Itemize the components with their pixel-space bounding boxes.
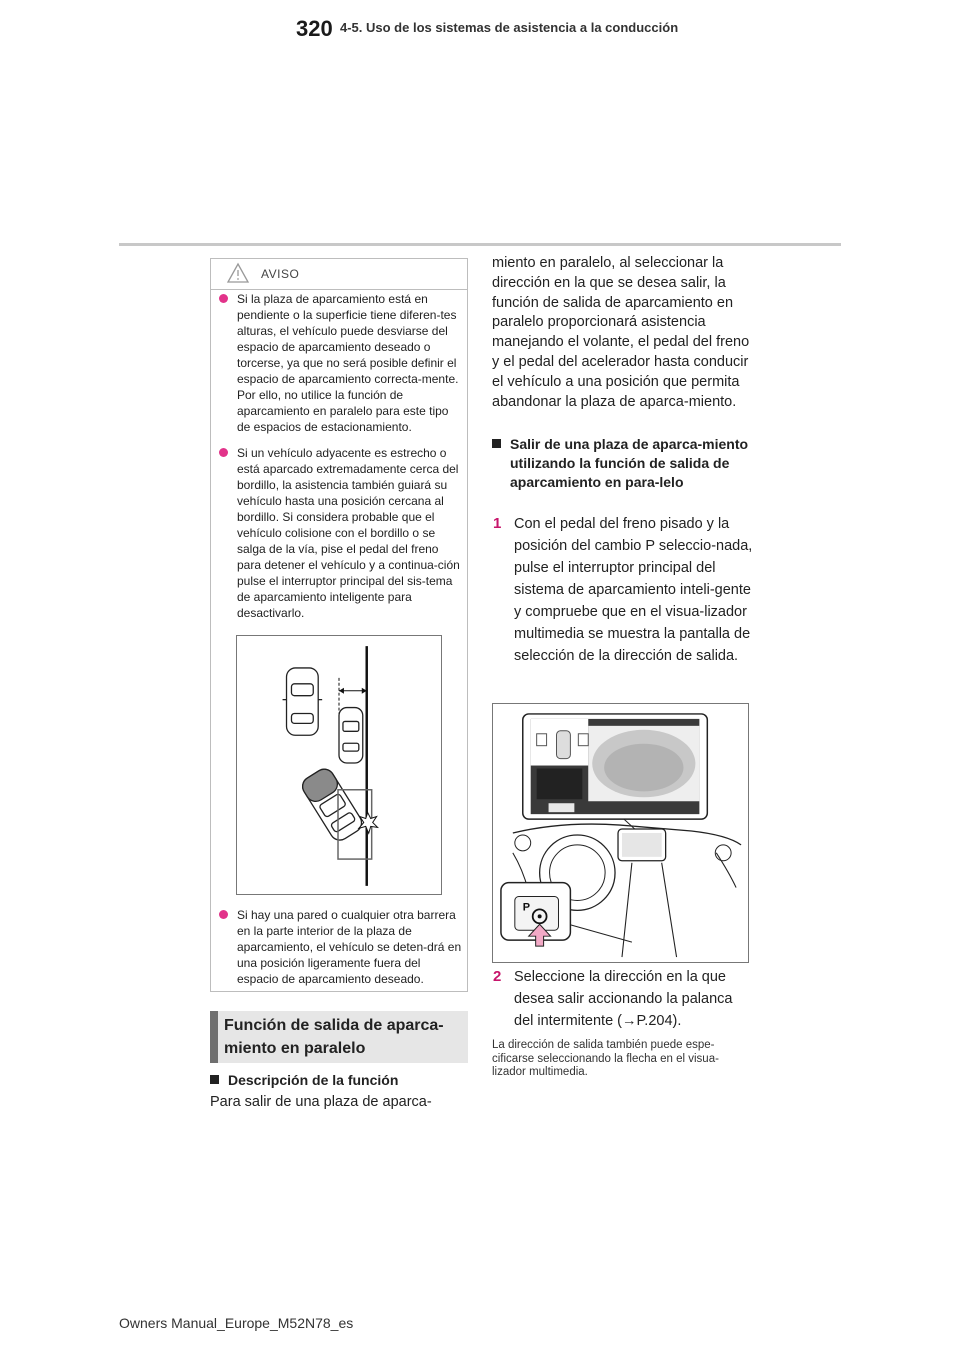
square-bullet-icon	[492, 439, 501, 448]
car-top-view	[283, 668, 323, 735]
warning-item: Si hay una pared o cualquier otra barrera en la parte interior de la plaza de aparcamiento, el vehículo se deten-drá en una posición ligeramente fuera del espacio de aparcamiento deseado.	[219, 907, 463, 987]
warning-triangle-icon	[226, 262, 250, 284]
footer-text: Owners Manual_Europe_M52N78_es	[119, 1315, 354, 1331]
bullet-icon	[219, 448, 228, 457]
switch-label: P	[522, 901, 531, 914]
warning-item: Si la plaza de aparcamiento está en pendiente o la superficie tiene diferen-tes alturas, el vehículo puede desviarse del espacio de aparcamiento deseado o torcerse, ya que no será posible definir el espacio de aparcamiento correcta-mente. Por ello, no utilice la función de aparcamiento en paralelo para este tipo de espacios de estacionamiento.	[219, 291, 463, 435]
heading-accent-bar	[210, 1011, 218, 1063]
bullet-icon	[219, 294, 228, 303]
parking-diagram	[236, 635, 442, 895]
step-text: Con el pedal del freno pisado y la posición del cambio P seleccio-nada, pulse el interruptor principal del sistema de aparcamiento inteli-gente y compruebe que en el visua-lizador multimedia se muestra la pantalla de selección de la dirección de salida.	[514, 516, 753, 664]
warning-box	[210, 258, 468, 992]
page-number: 320	[296, 16, 333, 41]
step-number: 1	[493, 515, 502, 532]
step-text: Seleccione la dirección en la que desea salir accionando la palanca del intermitente (→P.204).	[514, 969, 733, 1029]
subheading-description: Descripción de la función	[210, 1071, 470, 1090]
warning-title: AVISO	[261, 267, 300, 281]
square-bullet-icon	[210, 1075, 219, 1084]
section-title: 4-5. Uso de los sistemas de asistencia a la conducción	[340, 20, 679, 35]
warning-item: Si un vehículo adyacente es estrecho o está aparcado extremadamente cerca del bordillo, la asistencia también guiará su vehículo hasta una posición cercana al bordillo. Si considera probable que el vehículo colisione con el bordillo o se salga de la vía, pise el pedal del freno para detener el vehículo y a continua-ción pulse el interruptor principal del sis-tema de aparcamiento inteligente para desactivarlo.	[219, 445, 463, 621]
section-heading-text: Función de salida de aparca-miento en paralelo	[224, 1017, 444, 1057]
step-number: 2	[493, 968, 502, 985]
section-heading	[210, 1011, 468, 1063]
bullet-icon	[219, 910, 228, 919]
procedure-note: La dirección de salida también puede espe-cificarse seleccionando la flecha en el visua-lizador multimedia.	[492, 1039, 719, 1078]
description-text-right: miento en paralelo, al seleccionar la dirección en la que se desea salir, la función de salida de aparcamiento en paralelo proporcionará asistencia manejando el volante, el pedal del freno y el pedal del acelerador hasta conducir el vehículo a una posición que permita abandonar la plaza de aparca-miento.	[492, 255, 750, 410]
header-rule	[119, 243, 841, 246]
warning-header	[211, 259, 467, 290]
description-text-left: Para salir de una plaza de aparca-	[210, 1094, 432, 1110]
subheading-procedure: Salir de una plaza de aparca-miento utilizando la función de salida de aparcamiento en para-lelo	[492, 435, 768, 492]
dashboard-figure	[492, 703, 749, 963]
